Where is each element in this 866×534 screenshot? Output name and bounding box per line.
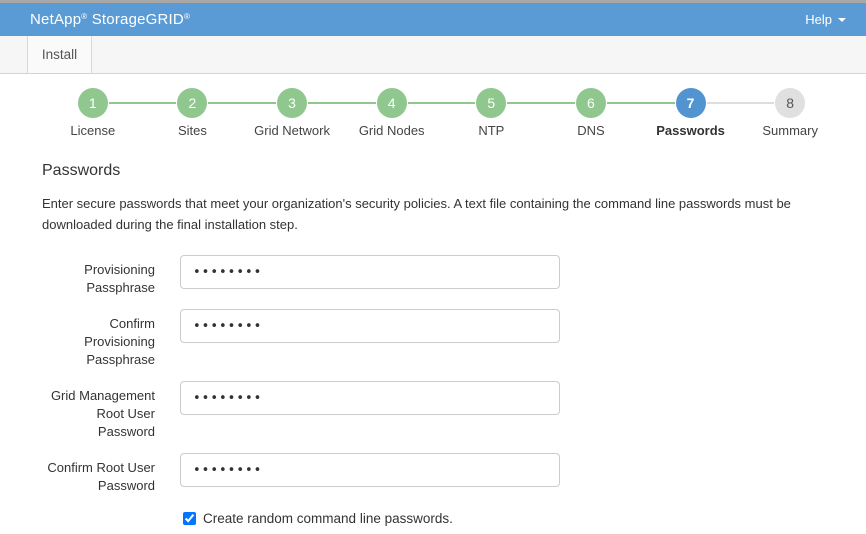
help-label: Help	[805, 12, 832, 27]
tab-bar	[0, 36, 866, 74]
random-passwords-label[interactable]: Create random command line passwords.	[203, 511, 453, 526]
passwords-form	[42, 255, 836, 526]
confirm-provisioning-passphrase-input[interactable]	[180, 309, 560, 343]
wizard-stepper	[43, 88, 840, 138]
random-passwords-checkbox[interactable]	[183, 512, 196, 525]
step-circle: 5	[476, 88, 506, 118]
step-label: Grid Network	[254, 123, 330, 138]
step-circle: 3	[277, 88, 307, 118]
app-title	[30, 11, 190, 28]
field-label-grid-management-root-user-password: Grid Management Root User Password	[50, 388, 155, 439]
step-circle: 7	[676, 88, 706, 118]
step-label: Grid Nodes	[358, 123, 425, 138]
step-circle: 2	[177, 88, 207, 118]
step-grid-nodes[interactable]	[342, 88, 442, 138]
help-menu[interactable]	[805, 12, 850, 27]
field-label-confirm-root-user-password: Confirm Root User Password	[47, 460, 155, 493]
step-grid-network[interactable]	[242, 88, 342, 138]
form-row	[42, 309, 836, 369]
tab-bar-spacer	[0, 36, 28, 73]
page-description: Enter secure passwords that meet your organization's security policies. A text file containing the command line passwords must be downloaded during the final installation step.	[42, 196, 791, 232]
page-content	[0, 138, 866, 526]
step-circle: 1	[78, 88, 108, 118]
tab-install[interactable]: Install	[28, 36, 92, 73]
brand-storagegrid: StorageGRID	[87, 11, 184, 28]
grid-management-root-user-password-input[interactable]	[180, 381, 560, 415]
form-row	[42, 381, 836, 441]
step-circle: 4	[377, 88, 407, 118]
step-circle: 8	[775, 88, 805, 118]
confirm-root-user-password-input[interactable]	[180, 453, 560, 487]
step-label: Passwords	[656, 123, 725, 138]
step-label: NTP	[478, 123, 505, 138]
page-title: Passwords	[42, 162, 121, 179]
step-label: Summary	[762, 123, 818, 138]
field-label-provisioning-passphrase: Provisioning Passphrase	[84, 262, 155, 295]
step-circle: 6	[576, 88, 606, 118]
step-passwords[interactable]	[641, 88, 741, 138]
form-row	[42, 255, 836, 297]
caret-down-icon	[838, 18, 846, 22]
step-license[interactable]	[43, 88, 143, 138]
random-passwords-option	[183, 511, 836, 526]
step-label: Sites	[177, 123, 207, 138]
form-row	[42, 453, 836, 495]
step-label: DNS	[577, 123, 605, 138]
brand-netapp: NetApp	[30, 11, 82, 28]
step-dns[interactable]	[541, 88, 641, 138]
step-sites[interactable]	[143, 88, 243, 138]
app-header	[0, 3, 866, 36]
provisioning-passphrase-input[interactable]	[180, 255, 560, 289]
field-label-confirm-provisioning-passphrase: Confirm Provisioning Passphrase	[84, 316, 155, 367]
step-summary[interactable]	[740, 88, 840, 138]
step-label: License	[70, 123, 116, 138]
registered-mark: ®	[183, 12, 191, 21]
registered-mark: ®	[81, 12, 88, 21]
step-ntp[interactable]	[442, 88, 542, 138]
